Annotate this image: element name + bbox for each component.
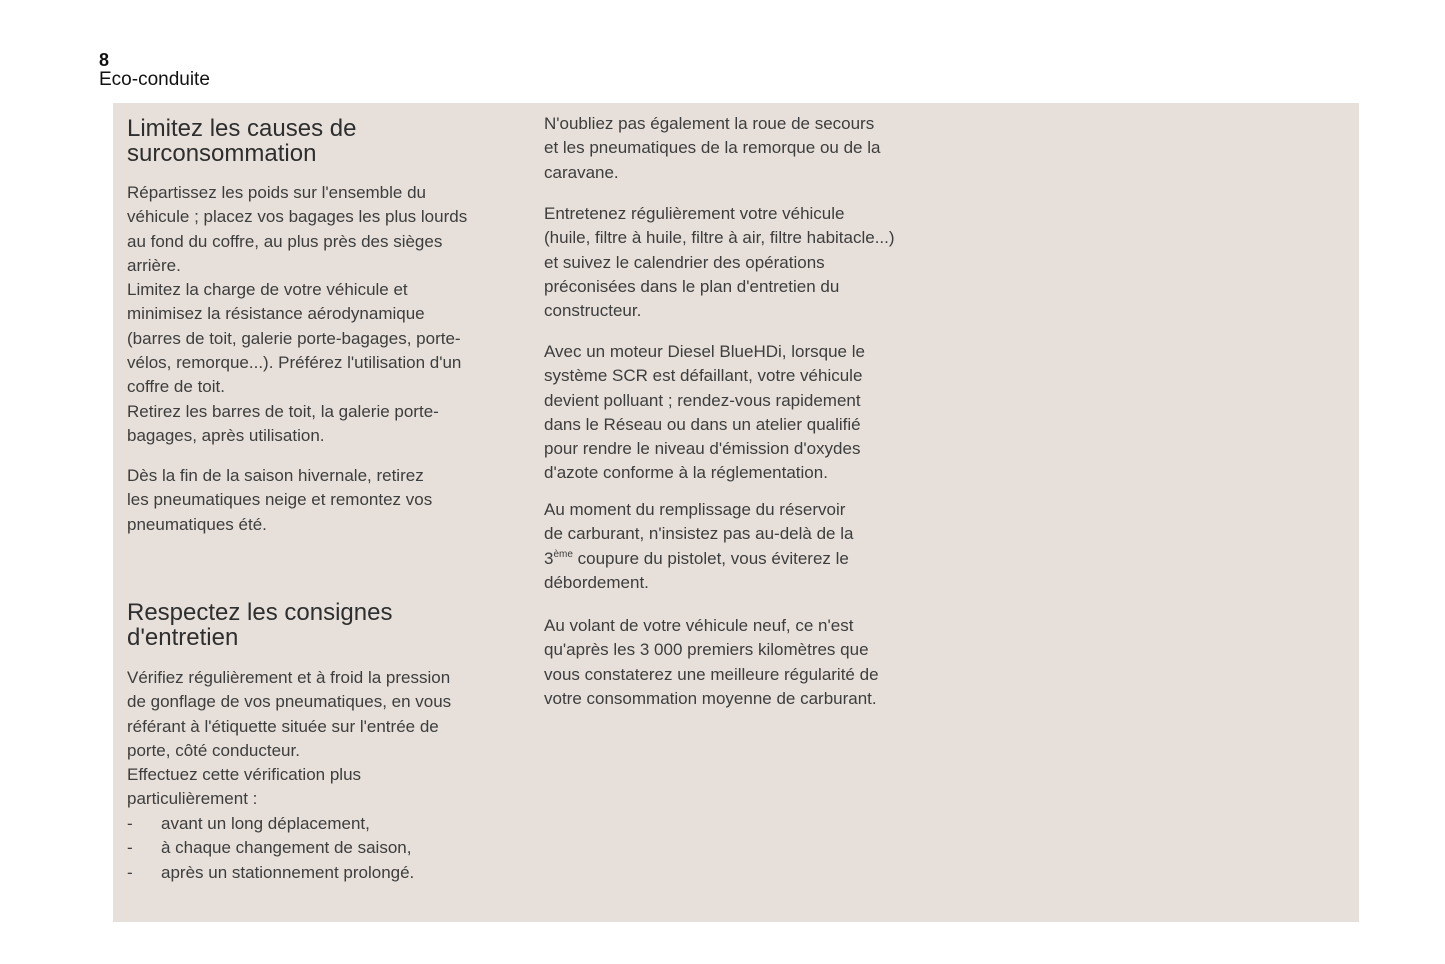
paragraph-repartition-poids: Répartissez les poids sur l'ensemble du véhicule ; placez vos bagages les plus lourds au fond du coffre, au plus près des sièges arrière. Limitez la charge de votre véhicule et minimisez la résistance aérodynamique (barres de toit, galerie porte-bagages, porte- vélos, remorque...). Préférez l'utilisation d'un coffre de toit. Retirez les barres de toit, la galerie porte- bagages, après utilisation. <box>127 183 468 445</box>
heading-entretien: Respectez les consignes d'entretien <box>127 599 393 651</box>
list-item <box>127 836 414 860</box>
remplissage-line: de carburant, n'insistez pas au-delà de la <box>544 524 854 544</box>
content-panel <box>113 103 1359 922</box>
remplissage-line: Au moment du remplissage du réservoir <box>544 500 846 519</box>
list-item-text: après un stationnement prolongé. <box>161 862 415 882</box>
paragraph-remplissage <box>544 498 853 595</box>
heading-surconsommation: Limitez les causes de surconsommation <box>127 115 357 167</box>
remplissage-line: débordement. <box>544 572 649 592</box>
paragraph-pneus-hiver: Dès la fin de la saison hivernale, retirez les pneumatiques neige et remontez vos pneumatiques été. <box>127 466 433 534</box>
paragraph-pression-pneus: Vérifiez régulièrement et à froid la pression de gonflage de vos pneumatiques, en vous référant à l'étiquette située sur l'entrée de porte, côté conducteur. Effectuez cette vérification plus particulièrement : <box>127 668 452 809</box>
section-title: Eco-conduite <box>99 69 210 90</box>
ordinal-suffix: ème <box>553 548 573 560</box>
paragraph-bluehdi: Avec un moteur Diesel BlueHDi, lorsque le système SCR est défaillant, votre véhicule devient polluant ; rendez-vous rapidement dans le Réseau ou dans un atelier qualifié pour rendre le niveau d'émission d'oxydes d'azote conforme à la réglementation. <box>544 342 865 483</box>
ordinal-number: 3 <box>544 548 554 568</box>
paragraph-vehicule-neuf: Au volant de votre véhicule neuf, ce n'est qu'après les 3 000 premiers kilomètres que vous constaterez une meilleure régularité de votre consommation moyenne de carburant. <box>544 616 879 708</box>
list-item-text: avant un long déplacement, <box>161 814 370 833</box>
paragraph-entretien-vehicule: Entretenez régulièrement votre véhicule (huile, filtre à huile, filtre à air, filtre habitacle...) et suivez le calendrier des opérations préconisées dans le plan d'entretien du constructeur. <box>544 204 895 321</box>
list-dash: - <box>127 862 133 882</box>
list-dash: - <box>127 814 133 833</box>
remplissage-line <box>544 547 853 571</box>
list-item-text: à chaque changement de saison, <box>161 838 412 858</box>
list-item <box>127 861 414 885</box>
paragraph-roue-secours: N'oubliez pas également la roue de secours et les pneumatiques de la remorque ou de la caravane. <box>544 114 881 182</box>
list-item <box>127 812 414 836</box>
remplissage-line-rest: coupure du pistolet, vous éviterez le <box>572 548 849 568</box>
list-dash: - <box>127 838 133 858</box>
page-number: 8 <box>99 50 110 70</box>
checklist <box>127 812 414 885</box>
